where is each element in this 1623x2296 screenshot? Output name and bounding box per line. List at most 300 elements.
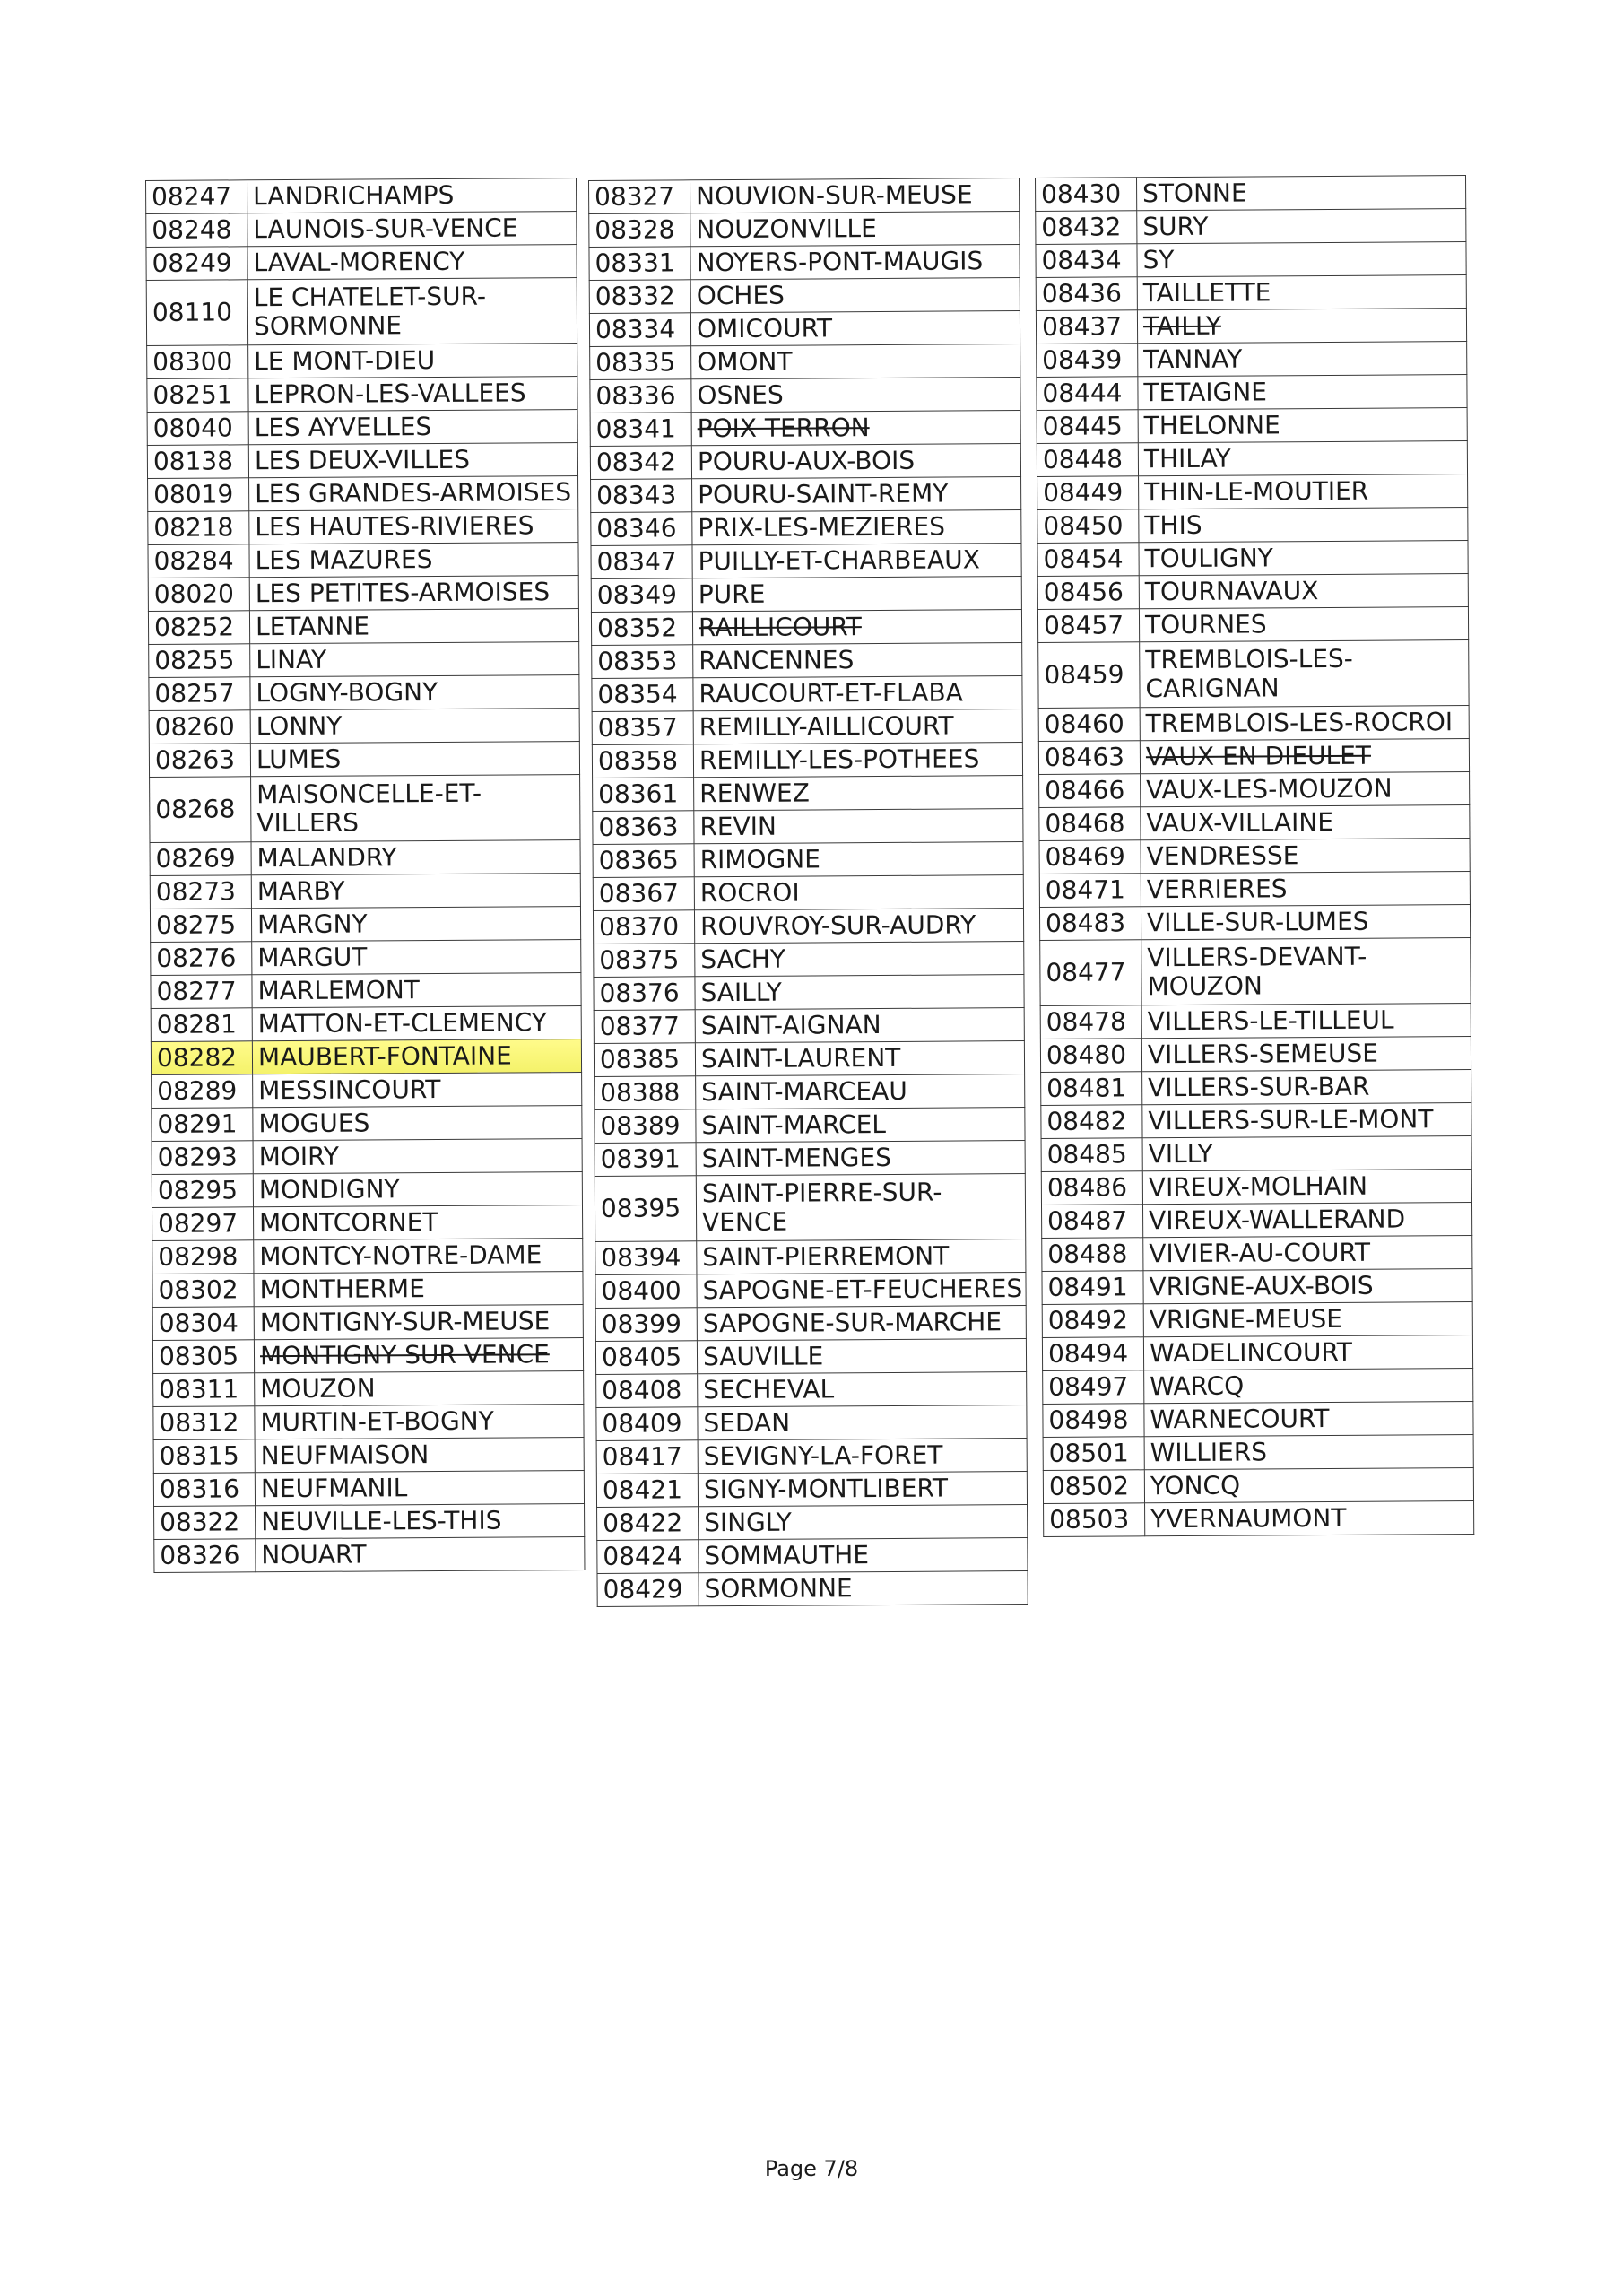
commune-name-text: SAINT-MENGES: [701, 1142, 892, 1174]
commune-name: [695, 975, 1024, 1010]
commune-name: [256, 1537, 585, 1572]
commune-name-text: LANDRICHAMPS: [253, 179, 455, 212]
commune-code: 08434: [1036, 244, 1137, 278]
commune-name-text: SAINT-PIERREMONT: [702, 1240, 950, 1273]
commune-name-text: VENDRESSE: [1146, 840, 1299, 872]
commune-name: [1140, 706, 1469, 741]
commune-code: 08282: [151, 1041, 252, 1075]
commune-code: 08365: [593, 844, 694, 878]
commune-name-text: REMILLY-AILLICOURT: [699, 710, 954, 743]
commune-name: [247, 245, 577, 280]
table-row: [153, 1405, 584, 1440]
commune-name-text: NOUVION-SUR-MEUSE: [696, 179, 973, 212]
commune-code: 08492: [1042, 1304, 1143, 1338]
commune-name: [699, 1571, 1028, 1606]
commune-code: 08331: [589, 247, 690, 281]
table-row: [149, 675, 579, 711]
commune-name-text: SAINT-LAURENT: [700, 1042, 901, 1074]
table-row: [146, 178, 577, 214]
commune-name: [1144, 1369, 1473, 1404]
commune-name: [695, 942, 1024, 977]
commune-name-text: VIVIER-AU-COURT: [1149, 1237, 1371, 1269]
commune-name-text: SAINT-AIGNAN: [700, 1010, 881, 1041]
table-row: [1037, 508, 1468, 544]
commune-name-text: STONNE: [1142, 178, 1247, 209]
commune-name-text: MONTCY-NOTRE-DAME: [259, 1239, 542, 1272]
commune-name-text: PRIX-LES-MEZIERES: [698, 511, 946, 544]
table-row: [150, 874, 580, 909]
commune-name-text: NEUFMAISON: [260, 1439, 430, 1471]
commune-name: [696, 1174, 1025, 1241]
table-row: [147, 377, 577, 413]
table-row: [596, 1405, 1027, 1441]
commune-code: 08395: [595, 1176, 696, 1242]
commune-code: 08478: [1040, 1005, 1141, 1039]
commune-name-text: LEPRON-LES-VALLEES: [254, 378, 526, 410]
commune-name: [1141, 1037, 1471, 1072]
commune-code: 08469: [1039, 840, 1141, 874]
commune-name-text: SINGLY: [704, 1507, 792, 1538]
commune-name-text: LAUNOIS-SUR-VENCE: [253, 213, 518, 245]
commune-name: [1138, 375, 1467, 410]
commune-code: 08276: [151, 942, 252, 976]
commune-code: 08497: [1043, 1370, 1144, 1405]
commune-code: 08422: [597, 1507, 699, 1541]
commune-name-text: MAISONCELLE-ET-VILLERS: [256, 778, 482, 839]
commune-name: [692, 544, 1021, 578]
commune-code: 08255: [149, 644, 250, 678]
table-row: [146, 245, 577, 281]
commune-code: 08450: [1037, 509, 1139, 544]
table-row: [590, 444, 1020, 480]
commune-name: [692, 577, 1021, 612]
table-row: [152, 1172, 582, 1208]
commune-name: [255, 1405, 584, 1439]
commune-code: 08394: [595, 1241, 697, 1275]
commune-name-text: SEVIGNY-LA-FORET: [703, 1439, 943, 1472]
commune-name-text: VAUX EN DIEULET: [1145, 740, 1372, 772]
commune-name-text: VILLERS-DEVANT-MOUZON: [1147, 941, 1367, 1002]
commune-name-text: SAPOGNE-SUR-MARCHE: [702, 1307, 1002, 1339]
commune-name-text: VILLE-SUR-LUMES: [1146, 906, 1369, 938]
table-row: [154, 1537, 585, 1573]
commune-name-text: SY: [1142, 245, 1175, 275]
commune-name: [697, 1339, 1026, 1374]
commune-name-text: MARLEMONT: [257, 975, 420, 1006]
commune-name-text: NOYERS-PONT-MAUGIS: [696, 246, 984, 278]
commune-code: 08252: [148, 611, 249, 645]
commune-name: [691, 378, 1020, 413]
table-row: [148, 576, 578, 612]
commune-name: [254, 1338, 583, 1373]
commune-name: [699, 1505, 1028, 1540]
commune-name: [1138, 441, 1467, 476]
commune-table-col-3: [1035, 175, 1474, 1537]
commune-name-text: THIN-LE-MOUTIER: [1144, 475, 1369, 508]
commune-name: [694, 909, 1023, 944]
table-row: [591, 477, 1021, 513]
table-row: [148, 543, 578, 578]
commune-name-text: OCHES: [696, 280, 785, 311]
commune-code: 08284: [148, 544, 249, 578]
commune-code: 08346: [591, 512, 692, 546]
table-row: [1040, 938, 1471, 1006]
table-row: [1036, 176, 1466, 212]
commune-name-text: ROCROI: [699, 877, 800, 909]
table-row: [1041, 1070, 1471, 1106]
commune-name: [692, 477, 1021, 512]
commune-name: [1139, 508, 1468, 543]
commune-name: [253, 1172, 582, 1207]
commune-name-text: THIS: [1144, 509, 1202, 541]
table-row: [150, 775, 580, 843]
commune-code: 08375: [594, 944, 695, 978]
table-row: [1040, 1004, 1471, 1039]
table-row: [1038, 640, 1469, 709]
table-row: [1042, 1302, 1472, 1338]
table-row: [1041, 1203, 1471, 1239]
table-row: [595, 1108, 1025, 1144]
commune-name: [1139, 541, 1468, 576]
commune-name-text: MARGNY: [256, 909, 368, 940]
commune-name-text: VERRIERES: [1146, 874, 1288, 905]
table-row: [1037, 541, 1468, 577]
commune-name-text: LES PETITES-ARMOISES: [255, 577, 551, 609]
table-row: [1043, 1468, 1473, 1504]
commune-name: [252, 940, 581, 975]
table-row: [153, 1438, 584, 1474]
commune-code: 08257: [149, 677, 250, 711]
table-row: [148, 509, 578, 545]
table-row: [1037, 342, 1467, 378]
commune-code: 08312: [153, 1406, 255, 1440]
table-row: [593, 776, 1023, 812]
table-row: [149, 742, 579, 778]
commune-name: [697, 1239, 1026, 1274]
commune-code: 08429: [597, 1573, 699, 1607]
commune-name-text: NOUART: [261, 1539, 367, 1570]
commune-name: [249, 543, 578, 578]
commune-name-text: SAINT-PIERRE-SUR-VENCE: [701, 1177, 942, 1238]
table-row: [152, 1106, 582, 1142]
commune-name-text: SAILLY: [700, 977, 782, 1008]
commune-name: [693, 743, 1022, 778]
commune-name: [698, 1372, 1027, 1407]
table-row: [591, 510, 1021, 546]
table-row: [1038, 706, 1469, 742]
commune-name: [690, 178, 1020, 213]
table-row: [596, 1439, 1027, 1474]
commune-name-text: MONTCORNET: [259, 1207, 438, 1239]
commune-name: [1138, 342, 1467, 377]
commune-code: 08421: [596, 1474, 698, 1508]
commune-code: 08430: [1036, 178, 1137, 212]
commune-name-text: TREMBLOIS-LES-CARIGNAN: [1145, 643, 1353, 704]
commune-code: 08247: [146, 180, 247, 214]
commune-name-text: LETANNE: [255, 611, 370, 642]
commune-name-text: VILLY: [1148, 1138, 1213, 1170]
commune-name: [1139, 474, 1468, 509]
commune-code: 08437: [1036, 310, 1137, 344]
commune-name: [698, 1405, 1027, 1440]
commune-name: [255, 1371, 584, 1406]
commune-name: [697, 1273, 1026, 1308]
table-row: [1037, 375, 1467, 411]
commune-name-text: MATTON-ET-CLEMENCY: [257, 1007, 547, 1039]
commune-name: [1144, 1468, 1473, 1503]
commune-code: 08341: [590, 413, 691, 447]
commune-name-text: RAUCOURT-ET-FLABA: [699, 677, 963, 709]
commune-name-text: SURY: [1142, 211, 1209, 242]
commune-code: 08298: [152, 1240, 254, 1274]
commune-name-text: TAILLETTE: [1142, 277, 1271, 309]
commune-name-text: LE MONT-DIEU: [254, 345, 436, 377]
commune-name: [253, 1073, 582, 1108]
table-row: [595, 1306, 1026, 1342]
commune-name: [1137, 275, 1466, 310]
commune-name: [1137, 309, 1466, 344]
commune-name-text: RENWEZ: [699, 778, 810, 809]
commune-name: [250, 709, 579, 744]
commune-code: 08304: [152, 1307, 254, 1341]
commune-name: [696, 1108, 1025, 1143]
commune-name-text: ROUVROY-SUR-AUDRY: [699, 909, 976, 942]
commune-code: 08471: [1039, 874, 1141, 908]
commune-name-text: SEDAN: [703, 1407, 791, 1439]
commune-code: 08332: [589, 280, 690, 314]
commune-code: 08498: [1043, 1404, 1144, 1438]
table-row: [1041, 1103, 1471, 1139]
commune-name: [249, 576, 578, 611]
commune-name-text: TOURNES: [1144, 609, 1267, 640]
commune-name-text: SAINT-MARCEL: [701, 1109, 887, 1141]
commune-name: [1141, 938, 1471, 1005]
table-row: [1042, 1335, 1472, 1371]
commune-name-text: THELONNE: [1143, 410, 1280, 441]
table-row: [149, 642, 579, 678]
commune-name-text: LAVAL-MORENCY: [253, 246, 465, 278]
table-row: [589, 278, 1020, 314]
commune-code: 08269: [150, 842, 251, 876]
commune-name-text: THILAY: [1143, 443, 1231, 474]
commune-table-col-1: [145, 178, 585, 1573]
commune-code: 08347: [591, 545, 692, 579]
commune-code: 08466: [1039, 774, 1141, 808]
table-row: [591, 577, 1021, 613]
table-row: [1041, 1170, 1471, 1205]
commune-code: 08322: [154, 1506, 256, 1540]
commune-name-text: MARBY: [256, 875, 345, 907]
commune-code: 08040: [147, 412, 248, 446]
commune-name: [696, 1074, 1025, 1109]
commune-code: 08343: [591, 479, 692, 513]
commune-name-text: YONCQ: [1150, 1470, 1241, 1501]
commune-code: 08335: [590, 346, 691, 380]
commune-name-text: PURE: [698, 578, 766, 610]
commune-name-text: RAILLICOURT: [698, 612, 862, 643]
table-row: [1043, 1369, 1473, 1405]
commune-name-text: VILLERS-SUR-BAR: [1148, 1071, 1370, 1103]
commune-code: 08391: [595, 1143, 696, 1177]
commune-name: [248, 410, 577, 445]
commune-name: [1141, 872, 1470, 907]
commune-name-text: REMILLY-LES-POTHEES: [699, 744, 980, 776]
table-row: [149, 709, 579, 744]
commune-code: 08367: [593, 877, 694, 911]
commune-name: [1139, 574, 1468, 609]
commune-name: [247, 212, 577, 247]
commune-name: [1141, 805, 1470, 840]
commune-name: [254, 1239, 583, 1274]
table-row: [592, 709, 1022, 745]
commune-name-text: VILLERS-LE-TILLEUL: [1147, 1004, 1394, 1037]
table-row: [594, 975, 1024, 1011]
table-row: [597, 1571, 1028, 1607]
commune-name-text: MONTIGNY SUR VENCE: [259, 1339, 550, 1371]
commune-name-text: POIX TERRON: [697, 413, 870, 444]
commune-code: 08275: [150, 909, 251, 943]
commune-name-text: MOIRY: [258, 1141, 339, 1172]
commune-name-text: VAUX-LES-MOUZON: [1146, 773, 1393, 805]
table-row: [593, 809, 1023, 845]
commune-code: 08468: [1039, 807, 1141, 841]
commune-name: [690, 311, 1020, 346]
commune-name-text: SACHY: [700, 944, 786, 975]
commune-name-text: LE CHATELET-SUR-SORMONNE: [253, 281, 487, 342]
commune-name: [1142, 1170, 1471, 1205]
commune-name-text: POURU-AUX-BOIS: [697, 445, 916, 477]
commune-code: 08405: [595, 1341, 697, 1375]
table-row: [590, 411, 1020, 447]
table-row: [146, 212, 577, 248]
commune-name: [1137, 209, 1466, 244]
commune-name: [690, 245, 1020, 280]
commune-name: [252, 1006, 581, 1041]
table-row: [1038, 739, 1469, 775]
commune-code: 08456: [1037, 576, 1139, 610]
commune-name-text: MONTIGNY-SUR-MEUSE: [259, 1306, 551, 1338]
commune-name-text: LES DEUX-VILLES: [254, 444, 471, 476]
table-row: [1036, 275, 1466, 311]
commune-name-text: LES AYVELLES: [254, 412, 432, 443]
commune-code: 08481: [1041, 1072, 1142, 1106]
commune-name-text: VRIGNE-MEUSE: [1149, 1303, 1343, 1335]
commune-name: [250, 675, 579, 710]
commune-code: 08488: [1042, 1238, 1143, 1272]
commune-code: 08460: [1038, 708, 1140, 742]
commune-name: [693, 676, 1022, 711]
commune-name-text: SAPOGNE-ET-FEUCHERES: [702, 1274, 1023, 1306]
commune-name-text: NEUVILLE-LES-THIS: [261, 1505, 502, 1537]
table-row: [591, 610, 1021, 646]
commune-name: [1144, 1435, 1473, 1470]
table-row: [589, 178, 1020, 214]
commune-name: [1141, 772, 1470, 807]
commune-name: [697, 1306, 1026, 1341]
commune-name-text: PUILLY-ET-CHARBEAUX: [698, 544, 980, 577]
table-row: [1043, 1435, 1473, 1471]
commune-name: [253, 1205, 582, 1240]
commune-name-text: WARNECOURT: [1150, 1404, 1330, 1435]
commune-code: 08457: [1037, 609, 1139, 643]
commune-name-text: TOULIGNY: [1144, 543, 1273, 574]
commune-code: 08459: [1038, 642, 1140, 709]
commune-name: [1137, 176, 1466, 211]
commune-code: 08326: [154, 1539, 256, 1573]
commune-code: 08293: [152, 1141, 253, 1175]
table-row: [595, 1339, 1026, 1375]
commune-code: 08432: [1036, 211, 1137, 245]
commune-name: [691, 344, 1020, 379]
commune-code: 08305: [152, 1340, 254, 1374]
commune-code: 08449: [1037, 476, 1139, 510]
table-row: [1036, 242, 1466, 278]
table-row: [1037, 607, 1468, 643]
commune-name: [255, 1471, 584, 1506]
commune-name: [249, 476, 578, 511]
table-row: [152, 1305, 583, 1341]
commune-name: [248, 443, 577, 478]
commune-code: 08352: [591, 612, 692, 646]
commune-code: 08436: [1036, 277, 1137, 311]
commune-name: [693, 709, 1022, 744]
commune-code: 08020: [148, 578, 249, 612]
commune-table-col-2: [588, 178, 1028, 1607]
table-row: [1037, 441, 1467, 477]
table-row: [595, 1273, 1026, 1309]
commune-code: 08138: [147, 445, 248, 479]
commune-name-text: NOUZONVILLE: [696, 213, 877, 245]
commune-code: 08297: [152, 1207, 253, 1241]
commune-name-text: MONDIGNY: [258, 1174, 400, 1205]
commune-name: [1142, 1103, 1471, 1138]
commune-name-text: MONTHERME: [259, 1274, 425, 1305]
commune-code: 08445: [1037, 410, 1138, 444]
commune-code: 08408: [596, 1374, 698, 1408]
commune-code: 08424: [597, 1540, 699, 1574]
commune-name: [694, 875, 1023, 910]
table-row: [152, 1205, 582, 1241]
commune-code: 08502: [1043, 1470, 1144, 1504]
table-row: [595, 1174, 1025, 1242]
table-row: [1041, 1136, 1471, 1172]
commune-code: 08376: [594, 977, 695, 1011]
commune-name: [1142, 1070, 1471, 1105]
commune-name: [249, 509, 578, 544]
commune-name-text: SAINT-MARCEAU: [701, 1075, 907, 1108]
commune-code: 08289: [152, 1074, 253, 1109]
commune-name-text: WILLIERS: [1150, 1437, 1268, 1468]
commune-name: [1141, 839, 1470, 874]
table-row: [595, 1074, 1025, 1110]
table-row: [152, 1272, 583, 1308]
commune-code: 08260: [149, 710, 250, 744]
commune-name-text: TOURNAVAUX: [1144, 576, 1319, 607]
commune-name: [1143, 1302, 1472, 1337]
commune-name-text: TETAIGNE: [1143, 377, 1268, 408]
table-row: [154, 1504, 585, 1540]
commune-name-text: LOGNY-BOGNY: [256, 677, 438, 709]
commune-code: 08268: [150, 777, 251, 843]
table-row: [153, 1471, 584, 1507]
commune-code: 08249: [146, 247, 247, 281]
commune-name-text: REVIN: [699, 811, 777, 842]
commune-name: [255, 1438, 584, 1473]
commune-name-text: YVERNAUMONT: [1150, 1502, 1347, 1535]
commune-name: [1143, 1236, 1472, 1271]
table-row: [1042, 1236, 1472, 1272]
commune-name: [256, 1504, 585, 1539]
